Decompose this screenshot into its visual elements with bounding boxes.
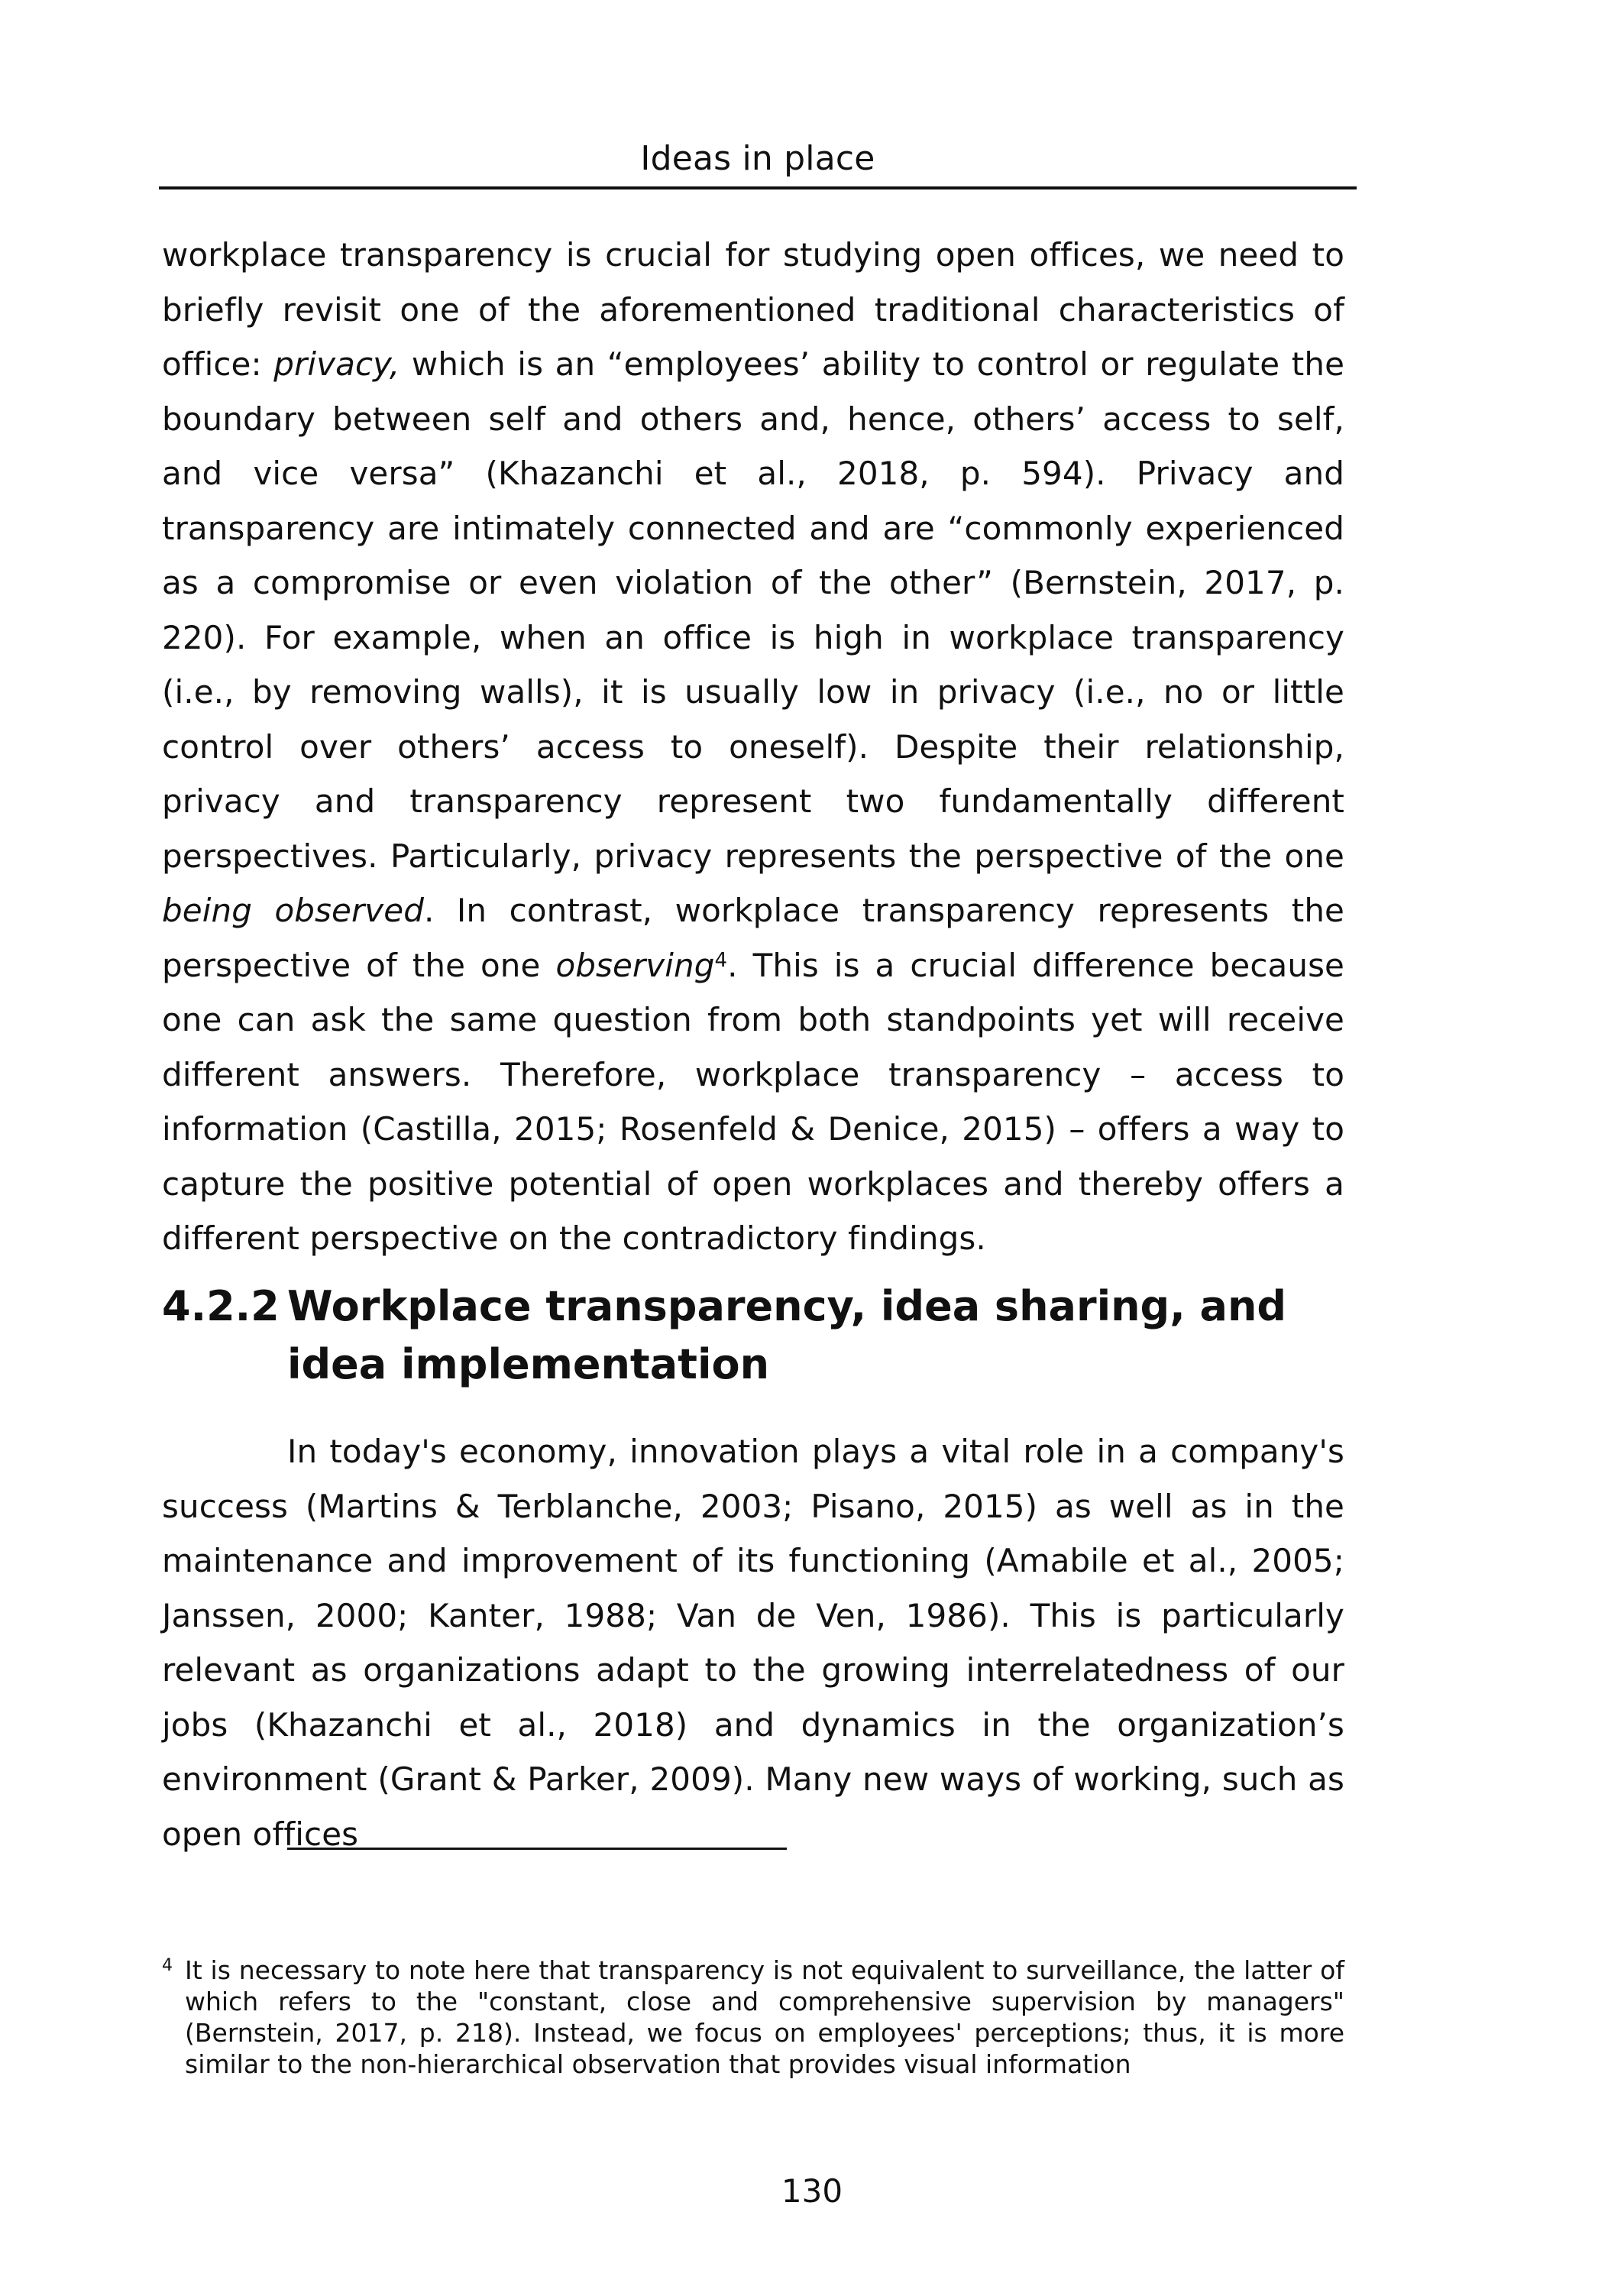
being-observed-term: being observed: [162, 892, 424, 929]
paragraph-1-text-b: which is an “employees’ ability to control or regulate the boundary between self and others and, hence, others’ access to self, and vice versa” (Khazanchi et al., 2018, p. 594). Privacy and transparency are intimately connected and are “commonly experienced as a compromise or even violation of the other” (Bernstein, 2017, p. 220). For example, when an office is high in workplace transparency (i.e., by removing walls), it is usually low in privacy (i.e., no or little control over others’ access to oneself). Despite their relationship, privacy and transparency represent two fundamentally different perspectives. Particularly, privacy represents the perspective of the one: [162, 345, 1345, 875]
page-number: 130: [781, 2172, 843, 2210]
paragraph-1-text-c: . In contrast, workplace transparency represents the perspective of the one: [162, 892, 1344, 984]
privacy-term: privacy,: [273, 345, 400, 383]
section-heading: [162, 1278, 1354, 1394]
section-title: Workplace transparency, idea sharing, and idea implementation: [287, 1282, 1287, 1388]
body-paragraph-1: [162, 228, 1344, 1266]
footnote: [162, 1955, 1344, 2080]
body-paragraph-2: In today's economy, innovation plays a vital role in a company's success (Martins & Terblanche, 2003; Pisano, 2015) as well as in the maintenance and improvement of its functioning (Amabile et al., 2005; Janssen, 2000; Kanter, 1988; Van de Ven, 1986). This is particularly relevant as organizations adapt to the growing interrelatedness of our jobs (Khazanchi et al., 2018) and dynamics in the organization’s environment (Grant & Parker, 2009). Many new ways of working, such as open offices: [162, 1433, 1344, 1853]
footnote-mark: 4: [162, 1956, 173, 1975]
observing-term: observing: [555, 946, 715, 984]
paragraph-1-text-a: workplace transparency is crucial for studying open offices, we need to briefly revisit one of the aforementioned traditional characteristics of office:: [162, 236, 1344, 383]
footnote-reference[interactable]: 4: [714, 948, 728, 972]
paragraph-1-text-d: . This is a crucial difference because one can ask the same question from both standpoints yet will receive different answers. Therefore, workplace transparency – access to information (Castilla, 2015; Rosenfeld & Denice, 2015) – offers a way to capture the positive potential of open workplaces and thereby offers a different perspective on the contradictory findings.: [162, 946, 1344, 1257]
running-header: Ideas in place: [640, 139, 875, 178]
section-number: 4.2.2: [162, 1282, 280, 1330]
footnote-separator: [287, 1848, 787, 1850]
header-rule: [159, 186, 1357, 189]
footnote-text: It is necessary to note here that transparency is not equivalent to surveillance, the latter of which refers to the "constant, close and comprehensive supervision by managers" (Bernstein, 2017, p. 218). Instead, we focus on employees' perceptions; thus, it is more similar to the non-hierarchical observation that provides visual information: [185, 1955, 1344, 2079]
